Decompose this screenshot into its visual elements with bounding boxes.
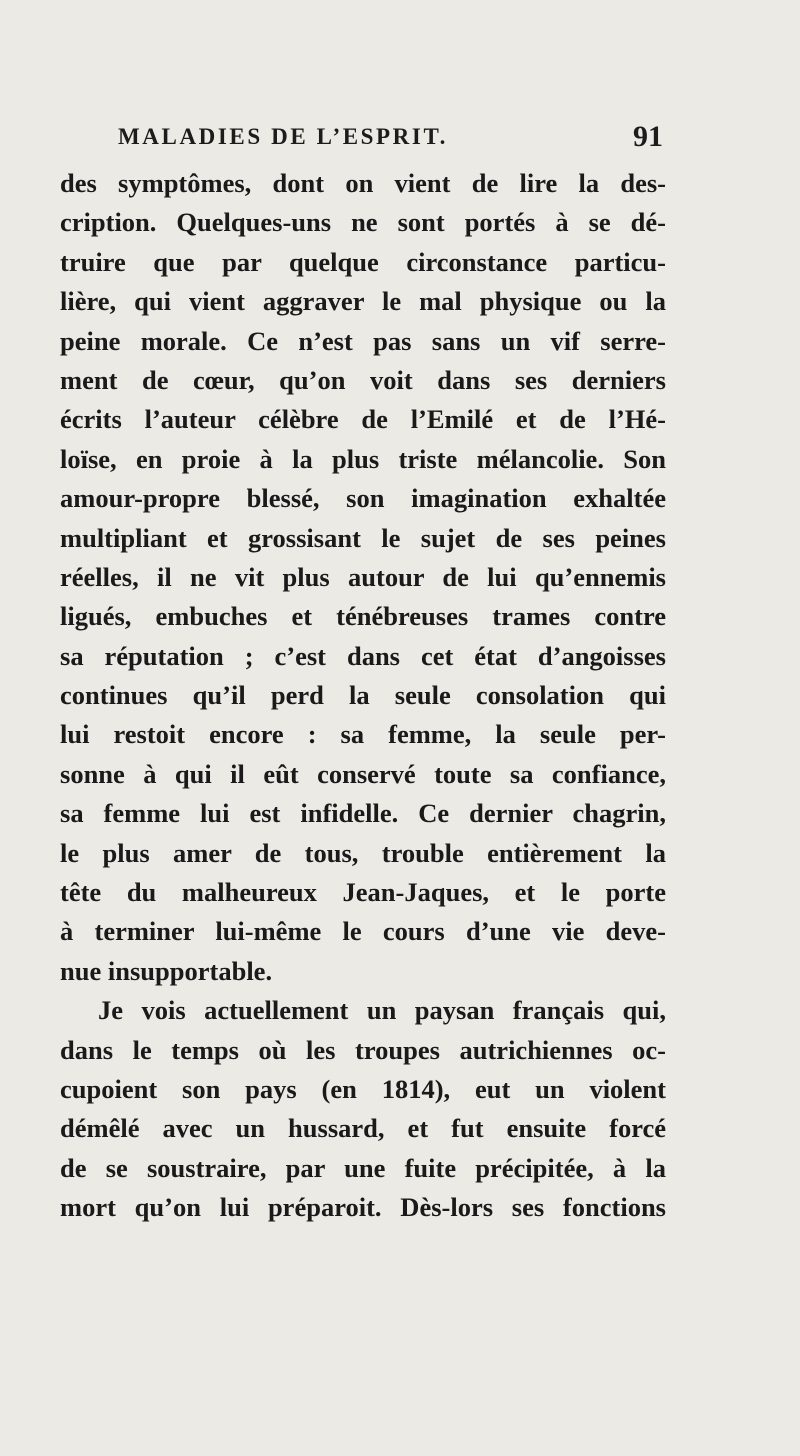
text-line: sa réputation ; c’est dans cet état d’angoisses (60, 640, 666, 671)
running-head (118, 120, 663, 162)
text-line: lui restoit encore : sa femme, la seule per- (60, 719, 666, 750)
page-number: 91 (633, 120, 663, 153)
text-line: amour-propre blessé, son imagination exhaltée (60, 483, 666, 514)
text-line: cupoient son pays (en 1814), eut un violent (60, 1073, 666, 1104)
text-line: sa femme lui est infidelle. Ce dernier chagrin, (60, 798, 666, 829)
paragraph-start-line: Je vois actuellement un paysan français qui, (98, 995, 666, 1026)
text-line: ligués, embuches et ténébreuses trames contre (60, 601, 666, 632)
text-line: sonne à qui il eût conservé toute sa confiance, (60, 758, 666, 789)
text-line: peine morale. Ce n’est pas sans un vif serre- (60, 325, 666, 356)
text-line: des symptômes, dont on vient de lire la des- (60, 168, 666, 198)
text-line: le plus amer de tous, trouble entièrement la (60, 837, 666, 868)
text-line: réelles, il ne vit plus autour de lui qu’ennemis (60, 561, 666, 592)
text-line: tête du malheureux Jean-Jaques, et le porte (60, 877, 666, 908)
text-line: truire que par quelque circonstance particu- (60, 246, 666, 277)
text-line: lière, qui vient aggraver le mal physique ou la (60, 286, 666, 317)
body-text (60, 164, 666, 1228)
text-line: loïse, en proie à la plus triste mélancolie. Son (60, 443, 666, 474)
text-line: à terminer lui-même le cours d’une vie deve- (60, 916, 666, 947)
text-line: cription. Quelques-uns ne sont portés à se dé- (60, 207, 666, 238)
text-line: de se soustraire, par une fuite précipitée, à la (60, 1152, 666, 1183)
text-line: démêlé avec un hussard, et fut ensuite forcé (60, 1113, 666, 1144)
text-line: continues qu’il perd la seule consolation qui (60, 680, 666, 711)
text-line: dans le temps où les troupes autrichiennes oc- (60, 1034, 666, 1065)
paragraph-end-line: nue insupportable. (60, 955, 273, 986)
text-line: multipliant et grossisant le sujet de ses peines (60, 522, 666, 553)
text-line: écrits l’auteur célèbre de l’Emilé et de l’Hé- (60, 404, 666, 435)
text-line: ment de cœur, qu’on voit dans ses derniers (60, 364, 666, 395)
text-line: mort qu’on lui préparoit. Dès-lors ses fonctions (60, 1192, 666, 1223)
running-title: MALADIES DE L’ESPRIT. (118, 124, 449, 149)
